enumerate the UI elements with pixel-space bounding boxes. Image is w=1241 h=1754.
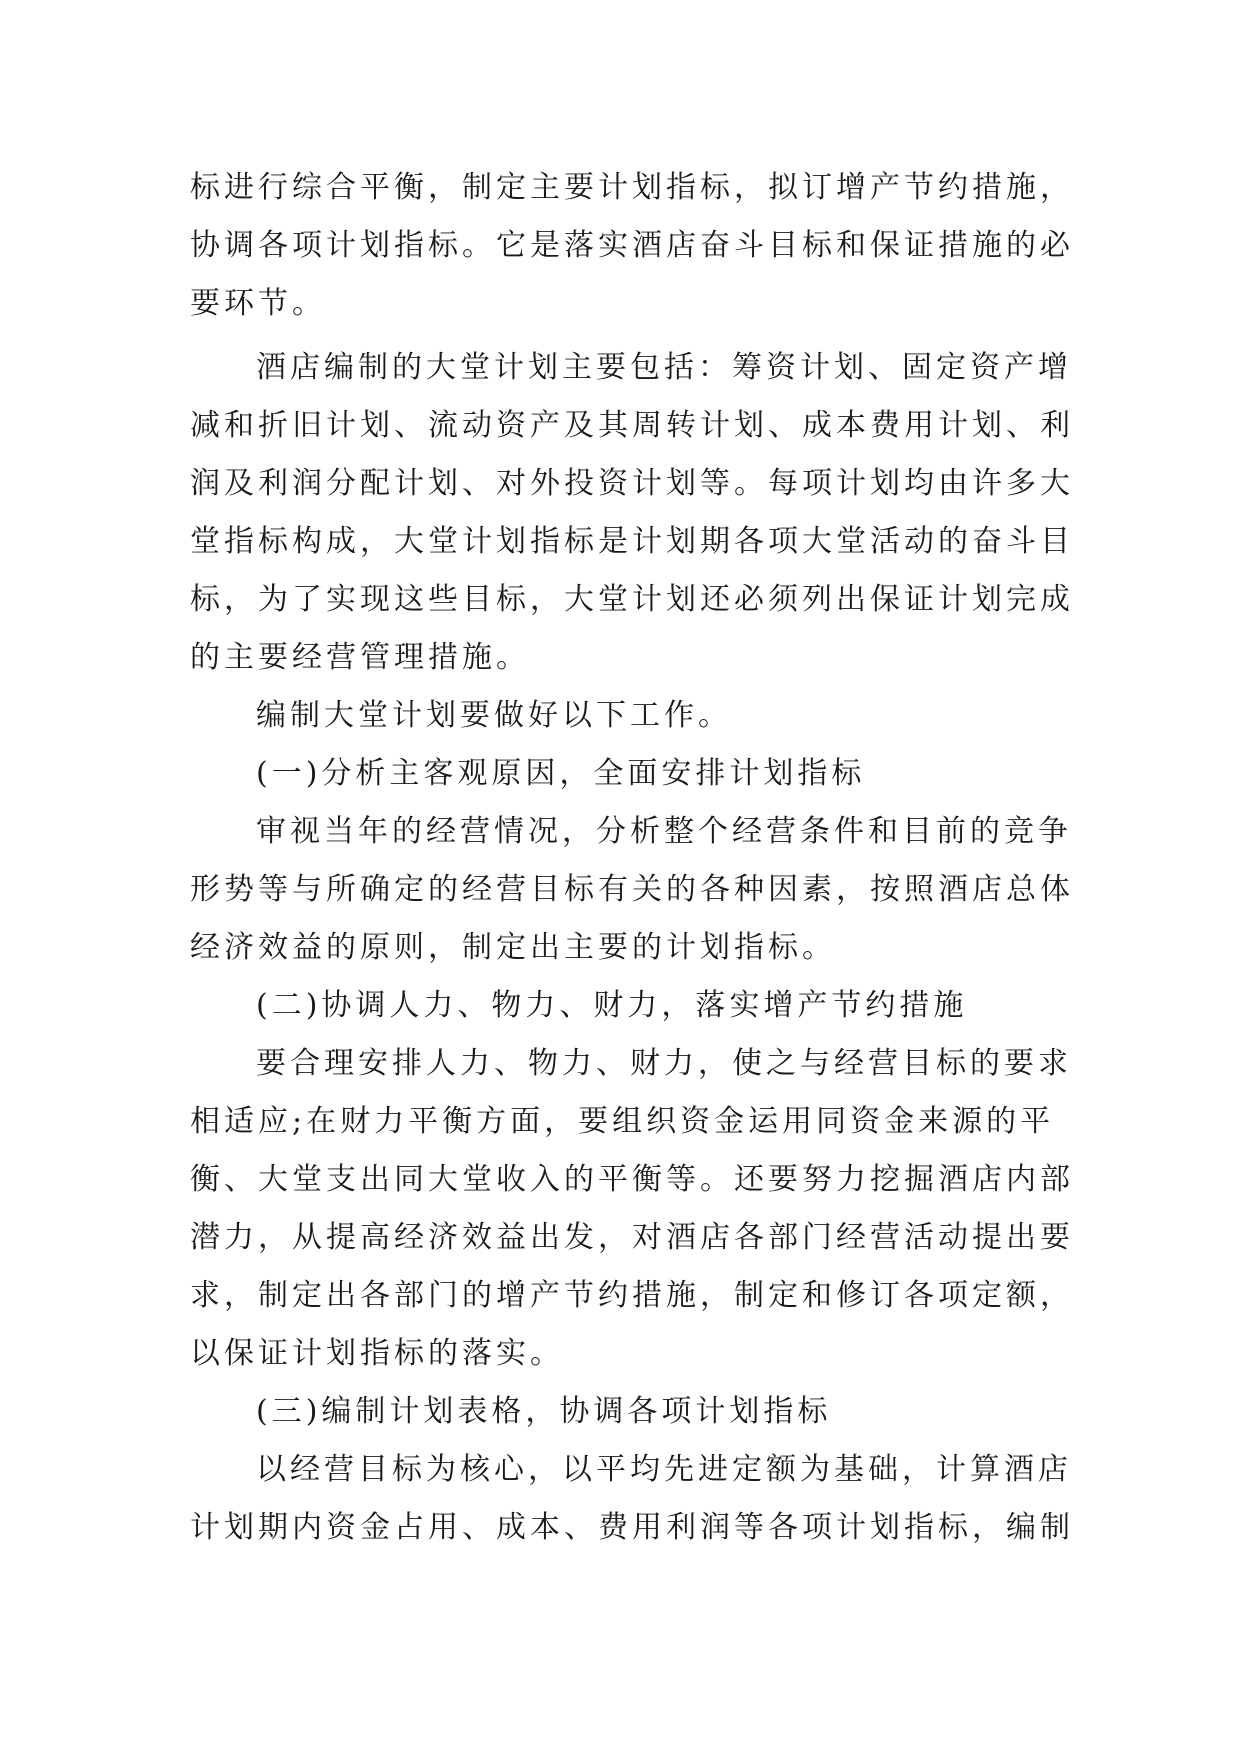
text-line: 堂指标构成，大堂计划指标是计划期各项大堂活动的奋斗目 (190, 524, 1074, 559)
paragraph (190, 687, 1060, 745)
text-line: 经济效益的原则，制定出主要的计划指标。 (190, 930, 836, 965)
text-line: 相适应;在财力平衡方面，要组织资金运用同资金来源的平 (190, 1104, 1055, 1139)
text-line: 标，为了实现这些目标，大堂计划还必须列出保证计划完成 (190, 582, 1074, 617)
paragraph (190, 1035, 1074, 1383)
text-line: 要环节。 (190, 286, 326, 321)
paragraph (190, 339, 1074, 687)
text-line: 编制大堂计划要做好以下工作。 (256, 698, 732, 733)
paragraph (190, 1441, 1074, 1557)
text-line: 标进行综合平衡，制定主要计划指标，拟订增产节约措施， (190, 170, 1074, 205)
heading-line: (二)协调人力、物力、财力，落实增产节约措施 (256, 988, 968, 1023)
document-body (190, 159, 1074, 1557)
text-line: 的主要经营管理措施。 (190, 640, 530, 675)
text-line: 形势等与所确定的经营目标有关的各种因素，按照酒店总体 (190, 872, 1074, 907)
section-heading (190, 977, 1060, 1035)
text-line: 计划期内资金占用、成本、费用利润等各项计划指标，编制 (190, 1510, 1074, 1545)
text-line: 以经营目标为核心，以平均先进定额为基础，计算酒店 (256, 1452, 1072, 1487)
section-heading (190, 1383, 1060, 1441)
text-line: 减和折旧计划、流动资产及其周转计划、成本费用计划、利 (190, 408, 1074, 443)
text-line: 以保证计划指标的落实。 (190, 1336, 564, 1371)
heading-line: (三)编制计划表格，协调各项计划指标 (256, 1394, 832, 1429)
text-line: 协调各项计划指标。它是落实酒店奋斗目标和保证措施的必 (190, 228, 1074, 263)
text-line: 要合理安排人力、物力、财力，使之与经营目标的要求 (256, 1046, 1072, 1081)
text-line: 酒店编制的大堂计划主要包括：筹资计划、固定资产增 (256, 350, 1072, 385)
paragraph-continuation (190, 159, 1074, 333)
text-line: 衡、大堂支出同大堂收入的平衡等。还要努力挖掘酒店内部 (190, 1162, 1074, 1197)
paragraph (190, 803, 1074, 977)
section-heading (190, 745, 1060, 803)
text-line: 审视当年的经营情况，分析整个经营条件和目前的竞争 (256, 814, 1072, 849)
heading-line: (一)分析主客观原因，全面安排计划指标 (256, 756, 866, 791)
text-line: 润及利润分配计划、对外投资计划等。每项计划均由许多大 (190, 466, 1074, 501)
text-line: 求，制定出各部门的增产节约措施，制定和修订各项定额， (190, 1278, 1074, 1313)
text-line: 潜力，从提高经济效益出发，对酒店各部门经营活动提出要 (190, 1220, 1074, 1255)
